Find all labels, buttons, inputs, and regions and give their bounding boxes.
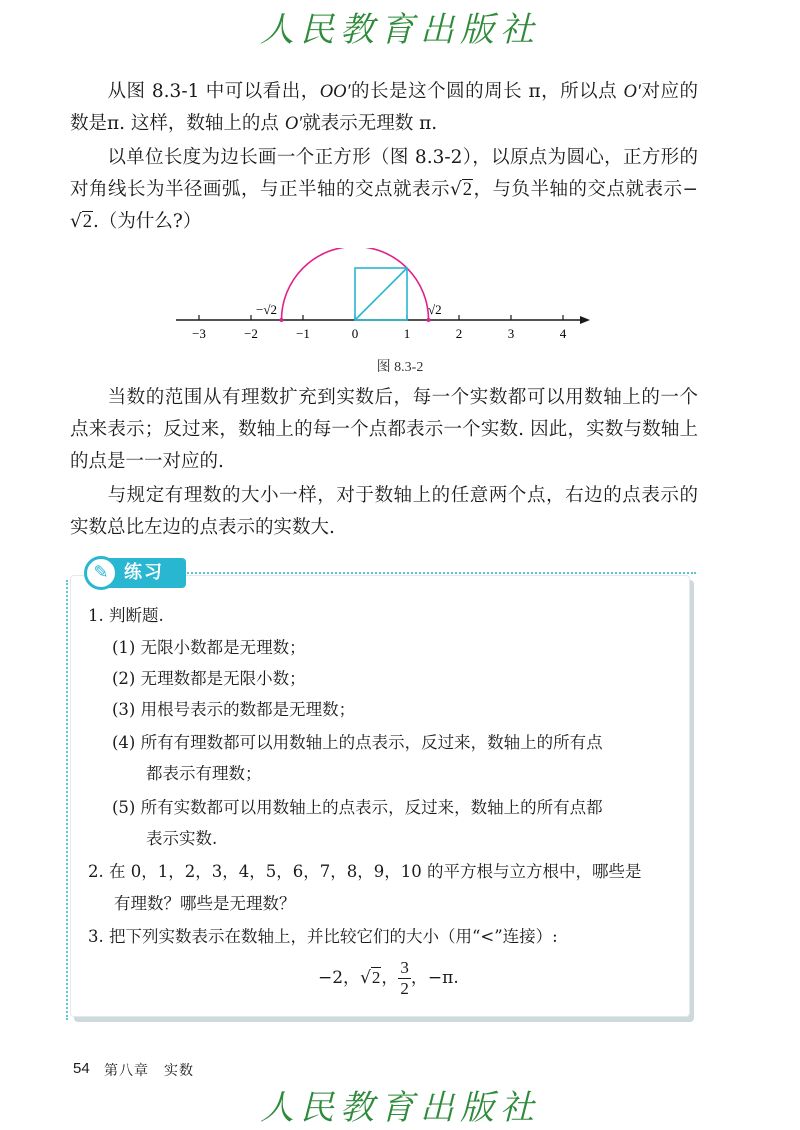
square-diagonal (355, 268, 407, 320)
publisher-logo-footer: 人民教育出版社 (260, 1088, 540, 1128)
question-1: 1. 判断题. (88, 606, 164, 625)
tick-label: −3 (192, 326, 206, 341)
exercise-title: 练习 (124, 562, 164, 583)
neg-sqrt2-point (279, 318, 283, 322)
paragraph-2: 以单位长度为边长画一个正方形（图 8.3-2），以原点为圆心，正方形的对角线长为半径画弧，与正半轴的交点就表示√2，与负半轴的交点就表示−√2.（为什么?） (70, 147, 698, 232)
figure-caption: 图 8.3-2 (376, 360, 424, 375)
q1-item-3: (3) 用根号表示的数都是无理数； (112, 700, 356, 719)
question-2: 2. 在 0，1，2，3，4，5，6，7，8，9，10 的平方根与立方根中，哪些是 (88, 862, 642, 881)
pos-sqrt2-label: √2 (428, 302, 442, 317)
paragraph-1: 从图 8.3-1 中可以看出，OO′的长是这个圆的周长 π，所以点 O′对应的数是π. 这样，数轴上的点 O′就表示无理数 π. (70, 81, 698, 134)
pencil-check-icon: ✎ (84, 556, 118, 590)
neg-sqrt2-label: −√2 (256, 302, 277, 317)
tick-label: 0 (351, 326, 359, 341)
paragraph-4: 与规定有理数的大小一样，对于数轴上的任意两个点，右边的点表示的实数总比左边的点表示的实数大. (70, 485, 698, 538)
tick-label: 4 (559, 326, 567, 341)
paragraph-3: 当数的范围从有理数扩充到实数后，每一个实数都可以用数轴上的一个点来表示；反过来，数轴上的每一个点都表示一个实数. 因此，实数与数轴上的点是一一对应的. (70, 387, 698, 472)
number-line-figure (170, 248, 610, 348)
tick-group (192, 315, 567, 341)
tick-label: −2 (244, 326, 258, 341)
question-3: 3. 把下列实数表示在数轴上，并比较它们的大小（用“<”连接）: (88, 927, 558, 946)
pos-sqrt2-point (427, 318, 431, 322)
exercise-top-border (176, 572, 696, 574)
q1-item-1: (1) 无限小数都是无理数； (112, 638, 306, 657)
fraction-three-halves: $\frac{3}{2}$ (400, 958, 409, 998)
axis-arrow-icon (580, 316, 590, 324)
tick-label: 1 (403, 326, 411, 341)
exercise-left-border (66, 580, 68, 1020)
q1-item-5-cont: 表示实数. (146, 829, 218, 848)
question-2-cont: 有理数？哪些是无理数？ (114, 894, 296, 913)
tick-label: −1 (296, 326, 310, 341)
q1-item-4: (4) 所有有理数都可以用数轴上的点表示，反过来，数轴上的所有点 (112, 733, 603, 752)
chapter-title: 第八章 实数 (104, 1063, 194, 1079)
q1-item-5: (5) 所有实数都可以用数轴上的点表示，反过来，数轴上的所有点都 (112, 798, 603, 817)
tick-label: 2 (455, 326, 463, 341)
q1-item-4-cont: 都表示有理数； (146, 764, 262, 783)
page-number: 54 (73, 1060, 90, 1077)
publisher-logo-header: 人民教育出版社 (260, 10, 540, 50)
tick-label: 3 (507, 326, 515, 341)
question-3-numbers: −2，√2， $\frac{3}{2}$ ，−π. (318, 958, 459, 998)
q1-item-2: (2) 无理数都是无限小数； (112, 669, 306, 688)
